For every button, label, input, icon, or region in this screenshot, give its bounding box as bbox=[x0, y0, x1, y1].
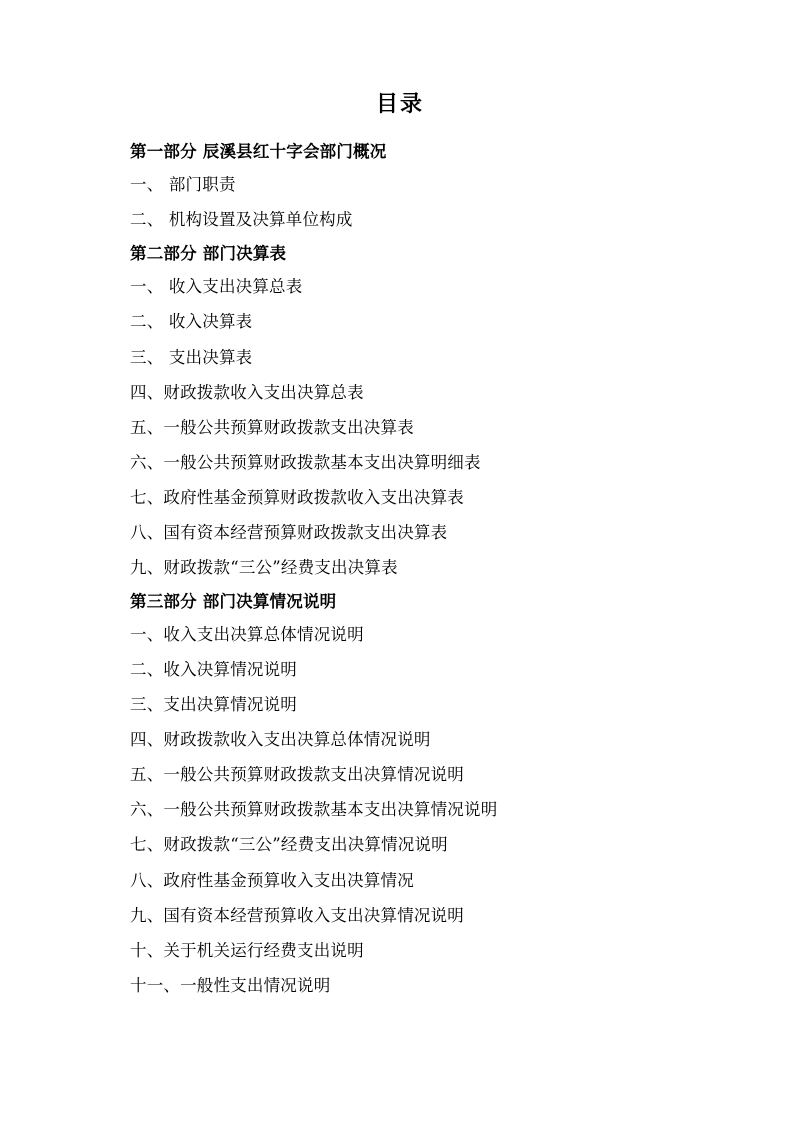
toc-entry[interactable]: 二、收入决算情况说明 bbox=[130, 660, 297, 680]
toc-section-part-1 bbox=[130, 140, 670, 232]
toc-section-part-2 bbox=[130, 242, 670, 580]
toc-entry[interactable]: 六、一般公共预算财政拨款基本支出决算情况说明 bbox=[130, 800, 498, 820]
toc-content bbox=[130, 92, 670, 1008]
toc-entry[interactable]: 十、关于机关运行经费支出说明 bbox=[130, 940, 364, 960]
toc-entry[interactable]: 一、收入支出决算总体情况说明 bbox=[130, 625, 364, 645]
toc-entry[interactable]: 二、 机构设置及决算单位构成 bbox=[130, 210, 353, 230]
toc-entry[interactable]: 七、财政拨款“三公”经费支出决算情况说明 bbox=[130, 835, 448, 855]
toc-entry[interactable]: 八、国有资本经营预算财政拨款支出决算表 bbox=[130, 522, 448, 542]
section-heading-part-3: 第三部分 部门决算情况说明 bbox=[130, 592, 337, 612]
toc-section-part-3 bbox=[130, 590, 670, 998]
toc-entry[interactable]: 三、 支出决算表 bbox=[130, 347, 253, 367]
section-heading-part-1: 第一部分 辰溪县红十字会部门概况 bbox=[130, 142, 387, 162]
toc-entry[interactable]: 六、一般公共预算财政拨款基本支出决算明细表 bbox=[130, 452, 481, 472]
toc-entry[interactable]: 四、财政拨款收入支出决算总体情况说明 bbox=[130, 730, 431, 750]
toc-entry[interactable]: 五、一般公共预算财政拨款支出决算表 bbox=[130, 417, 414, 437]
toc-entry[interactable]: 一、 部门职责 bbox=[130, 175, 236, 195]
toc-entry[interactable]: 十一、一般性支出情况说明 bbox=[130, 975, 331, 995]
toc-entry[interactable]: 三、支出决算情况说明 bbox=[130, 695, 297, 715]
toc-entry[interactable]: 四、财政拨款收入支出决算总表 bbox=[130, 382, 364, 402]
toc-entry[interactable]: 七、政府性基金预算财政拨款收入支出决算表 bbox=[130, 487, 464, 507]
toc-entry[interactable]: 八、政府性基金预算收入支出决算情况 bbox=[130, 870, 414, 890]
toc-entry[interactable]: 九、国有资本经营预算收入支出决算情况说明 bbox=[130, 905, 464, 925]
toc-entry[interactable]: 一、 收入支出决算总表 bbox=[130, 277, 303, 297]
toc-entry[interactable]: 二、 收入决算表 bbox=[130, 312, 253, 332]
section-heading-part-2: 第二部分 部门决算表 bbox=[130, 244, 287, 264]
toc-entry[interactable]: 九、财政拨款“三公”经费支出决算表 bbox=[130, 558, 398, 578]
toc-entry[interactable]: 五、一般公共预算财政拨款支出决算情况说明 bbox=[130, 765, 464, 785]
page-title: 目录 bbox=[375, 92, 424, 117]
